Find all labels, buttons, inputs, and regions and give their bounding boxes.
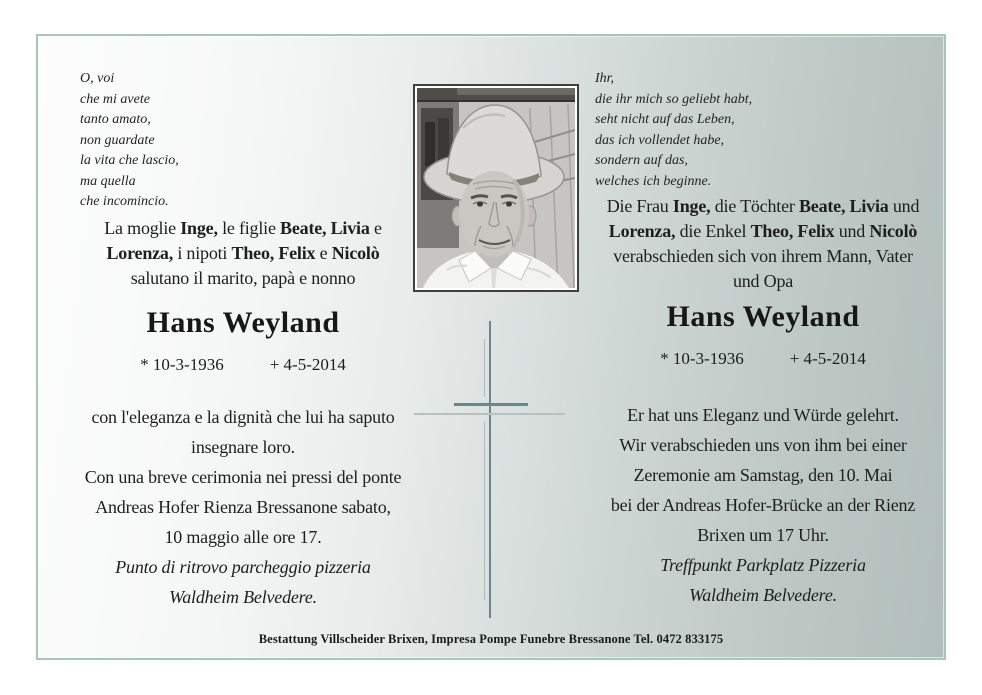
deceased-name-german: Hans Weyland	[666, 300, 860, 333]
text-line	[53, 216, 433, 241]
text-segment: die Töchter	[710, 196, 799, 216]
text-line: Andreas Hofer Rienza Bressanone sabato,	[95, 497, 391, 517]
memorial-card	[36, 34, 946, 660]
text-line: O, voi	[80, 71, 115, 86]
text-line	[573, 194, 953, 219]
text-line: tanto amato,	[80, 112, 151, 127]
text-segment: Beate, Livia	[280, 218, 370, 238]
text-line: Er hat uns Eleganz und Würde gelehrt.	[627, 405, 899, 425]
text-line	[573, 244, 953, 269]
text-segment: die Enkel	[675, 221, 751, 241]
text-segment: und	[834, 221, 870, 241]
text-line: insegnare loro.	[191, 437, 295, 457]
text-line: die ihr mich so geliebt habt,	[595, 91, 753, 107]
text-line	[53, 241, 433, 266]
text-segment: Inge,	[672, 196, 711, 216]
text-line	[573, 269, 953, 294]
text-line: welches ich beginne.	[595, 173, 712, 189]
text-line	[573, 219, 953, 244]
text-line: Brixen um 17 Uhr.	[697, 525, 829, 545]
text-segment: e	[369, 218, 382, 238]
family-announcement-italian	[53, 216, 433, 291]
text-line: Zeremonie am Samstag, den 10. Mai	[633, 465, 893, 485]
family-announcement-german	[573, 194, 953, 294]
text-segment: salutano il marito, papà e nonno	[130, 268, 356, 288]
text-segment: Theo, Felix	[231, 243, 316, 263]
birth-date: * 10-3-1936	[660, 349, 744, 368]
text-segment: verabschieden sich von ihrem Mann, Vater	[613, 246, 913, 266]
text-segment: La moglie	[104, 218, 181, 238]
text-line: ma quella	[80, 173, 136, 189]
text-segment: Theo, Felix	[750, 221, 835, 241]
text-segment: Nicolò	[869, 221, 918, 241]
death-date: + 4-5-2014	[789, 349, 866, 368]
text-segment: e	[315, 243, 332, 263]
ceremony-text-german	[563, 400, 963, 610]
text-line: non guardate	[80, 132, 155, 148]
text-line: Treffpunkt Parkplatz Pizzeria	[660, 555, 866, 575]
text-line: Waldheim Belvedere.	[169, 587, 317, 607]
text-segment: Beate, Livia	[798, 196, 889, 216]
text-line: sondern auf das,	[595, 153, 688, 168]
text-line: 10 maggio alle ore 17.	[164, 527, 322, 547]
text-line: bei der Andreas Hofer-Brücke an der Rienz	[610, 495, 916, 515]
text-line: Con una breve cerimonia nei pressi del ponte	[84, 467, 402, 487]
ceremony-text-italian	[43, 402, 443, 612]
text-line: con l'eleganza e la dignità che lui ha saputo	[91, 407, 395, 427]
funeral-home-footer: Bestattung Villscheider Brixen, Impresa Pompe Funebre Bressanone Tel. 0472 833175	[258, 632, 724, 646]
portrait-photo-illustration	[417, 88, 575, 288]
text-segment: und	[888, 196, 920, 216]
life-dates-italian	[53, 355, 433, 375]
birth-date: * 10-3-1936	[140, 355, 224, 374]
text-line: Ihr,	[595, 71, 615, 86]
text-segment: Inge,	[180, 218, 218, 238]
text-line: seht nicht auf das Leben,	[595, 112, 735, 127]
text-line: che incomincio.	[80, 194, 169, 209]
life-dates-german	[573, 349, 953, 369]
text-line: Punto di ritrovo parcheggio pizzeria	[115, 557, 371, 577]
portrait-photo	[413, 84, 579, 292]
text-line: Wir verabschieden uns von ihm bei einer	[619, 435, 907, 455]
text-line: che mi avete	[80, 91, 150, 107]
text-line: das ich vollendet habe,	[595, 132, 725, 148]
text-line: Waldheim Belvedere.	[689, 585, 837, 605]
text-segment: Lorenza,	[106, 243, 174, 263]
deceased-name-italian: Hans Weyland	[146, 306, 340, 339]
text-line: la vita che lascio,	[80, 153, 179, 168]
text-segment: Lorenza,	[608, 221, 676, 241]
text-segment: und Opa	[732, 271, 794, 291]
text-segment: le figlie	[217, 218, 281, 238]
text-segment: Die Frau	[606, 196, 673, 216]
text-segment: Nicolò	[331, 243, 380, 263]
poem-italian	[80, 69, 179, 213]
poem-german	[595, 69, 752, 192]
death-date: + 4-5-2014	[269, 355, 346, 374]
text-line	[53, 266, 433, 291]
text-segment: i nipoti	[173, 243, 232, 263]
